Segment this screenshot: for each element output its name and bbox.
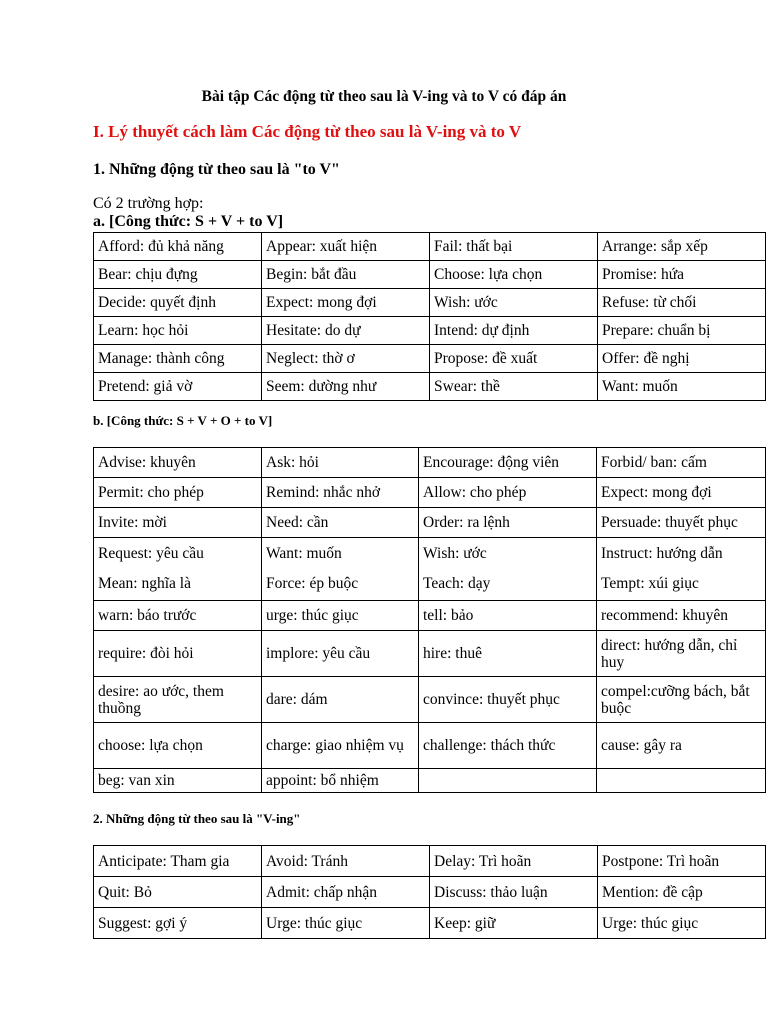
- cell-line: Teach: dạy: [423, 575, 491, 592]
- table-row: [94, 448, 766, 478]
- table-row: [94, 846, 766, 877]
- table-cell: Arrange: sắp xếp: [598, 233, 766, 261]
- table-cell: appoint: bổ nhiệm: [262, 769, 419, 793]
- heading-ving: 2. Những động từ theo sau là "V-ing": [93, 811, 301, 826]
- cell-line: Request: yêu cầu: [98, 545, 204, 562]
- table-row: [94, 345, 766, 373]
- intro-text: Có 2 trường hợp:: [93, 195, 204, 212]
- cell-line: Wish: ước: [423, 545, 487, 562]
- table-cell: Encourage: động viên: [419, 448, 597, 478]
- table-cell: Neglect: thờ ơ: [262, 345, 430, 373]
- table-cell: challenge: thách thức: [419, 723, 597, 769]
- subheading-b: b. [Công thức: S + V + O + to V]: [93, 413, 273, 428]
- table-cell: Permit: cho phép: [94, 478, 262, 508]
- table-cell: Ask: hỏi: [262, 448, 419, 478]
- table-cell: Anticipate: Tham gia: [94, 846, 262, 877]
- table-cell: Invite: mời: [94, 508, 262, 538]
- table-cell: Postpone: Trì hoãn: [598, 846, 766, 877]
- table-cell: dare: dám: [262, 677, 419, 723]
- table-row: [94, 601, 766, 631]
- table-cell: hire: thuê: [419, 631, 597, 677]
- table-cell: Wish: ước: [430, 289, 598, 317]
- cell-line: Want: muốn: [266, 545, 342, 562]
- table-cell: Delay: Trì hoãn: [430, 846, 598, 877]
- table-cell: [262, 538, 419, 601]
- table-row: [94, 538, 766, 601]
- table-ving-verbs: [93, 845, 766, 939]
- table-cell: Mention: đề cập: [598, 877, 766, 908]
- table-cell: Learn: học hỏi: [94, 317, 262, 345]
- table-cell: beg: van xin: [94, 769, 262, 793]
- table-cell: Pretend: giả vờ: [94, 373, 262, 401]
- table-object-to-v-verbs: [93, 447, 766, 793]
- table-cell: Expect: mong đợi: [597, 478, 766, 508]
- table-row: [94, 478, 766, 508]
- table-cell: Intend: dự định: [430, 317, 598, 345]
- table-row: [94, 877, 766, 908]
- table-cell: Need: cần: [262, 508, 419, 538]
- table-cell: Expect: mong đợi: [262, 289, 430, 317]
- table-cell: compel:cưỡng bách, bắt buộc: [597, 677, 766, 723]
- table-row: [94, 723, 766, 769]
- table-cell: Offer: đề nghị: [598, 345, 766, 373]
- table-cell: Refuse: từ chối: [598, 289, 766, 317]
- table-cell: choose: lựa chọn: [94, 723, 262, 769]
- table-cell: Promise: hứa: [598, 261, 766, 289]
- table-cell: Urge: thúc giục: [262, 908, 430, 939]
- cell-line: Mean: nghĩa là: [98, 575, 191, 592]
- table-cell: [94, 538, 262, 601]
- table-cell: Keep: giữ: [430, 908, 598, 939]
- table-row: [94, 769, 766, 793]
- table-cell: cause: gây ra: [597, 723, 766, 769]
- table-cell: Seem: dường như: [262, 373, 430, 401]
- table-cell: tell: bảo: [419, 601, 597, 631]
- table-cell: Persuade: thuyết phục: [597, 508, 766, 538]
- table-cell: charge: giao nhiệm vụ: [262, 723, 419, 769]
- table-cell: Afford: đủ khả năng: [94, 233, 262, 261]
- cell-line: Tempt: xúi giục: [601, 575, 699, 592]
- table-cell: convince: thuyết phục: [419, 677, 597, 723]
- table-cell: [597, 769, 766, 793]
- table-cell: Discuss: thảo luận: [430, 877, 598, 908]
- table-cell: Suggest: gợi ý: [94, 908, 262, 939]
- table-cell: Begin: bắt đầu: [262, 261, 430, 289]
- table-cell: direct: hướng dẫn, chỉ huy: [597, 631, 766, 677]
- table-cell: Advise: khuyên: [94, 448, 262, 478]
- table-cell: Forbid/ ban: cấm: [597, 448, 766, 478]
- table-cell: [597, 538, 766, 601]
- table-cell: Admit: chấp nhận: [262, 877, 430, 908]
- table-cell: Urge: thúc giục: [598, 908, 766, 939]
- table-cell: desire: ao ước, them thuồng: [94, 677, 262, 723]
- table-cell: urge: thúc giục: [262, 601, 419, 631]
- table-row: [94, 261, 766, 289]
- table-cell: Choose: lựa chọn: [430, 261, 598, 289]
- table-cell: implore: yêu cầu: [262, 631, 419, 677]
- subheading-a: a. [Công thức: S + V + to V]: [93, 213, 284, 230]
- table-cell: Decide: quyết định: [94, 289, 262, 317]
- table-cell: Prepare: chuẩn bị: [598, 317, 766, 345]
- heading-to-v: 1. Những động từ theo sau là "to V": [93, 161, 340, 178]
- table-cell: Avoid: Tránh: [262, 846, 430, 877]
- table-cell: [419, 538, 597, 601]
- table-row: [94, 233, 766, 261]
- table-cell: warn: báo trước: [94, 601, 262, 631]
- table-row: [94, 631, 766, 677]
- table-cell: Quit: Bỏ: [94, 877, 262, 908]
- table-cell: Fail: thất bại: [430, 233, 598, 261]
- table-cell: Want: muốn: [598, 373, 766, 401]
- table-row: [94, 373, 766, 401]
- cell-line: Force: ép buộc: [266, 575, 359, 592]
- table-to-v-verbs: [93, 232, 766, 401]
- table-row: [94, 289, 766, 317]
- table-cell: Swear: thề: [430, 373, 598, 401]
- section-heading-theory: I. Lý thuyết cách làm Các động từ theo sau là V-ing và to V: [93, 122, 522, 141]
- table-cell: Hesitate: do dự: [262, 317, 430, 345]
- table-cell: Propose: đề xuất: [430, 345, 598, 373]
- document-title: Bài tập Các động từ theo sau là V-ing và to V có đáp án: [201, 88, 567, 105]
- table-row: [94, 908, 766, 939]
- table-cell: Order: ra lệnh: [419, 508, 597, 538]
- table-cell: recommend: khuyên: [597, 601, 766, 631]
- table-cell: Remind: nhắc nhở: [262, 478, 419, 508]
- table-cell: Allow: cho phép: [419, 478, 597, 508]
- table-cell: Bear: chịu đựng: [94, 261, 262, 289]
- cell-line: Instruct: hướng dẫn: [601, 545, 723, 562]
- table-cell: Appear: xuất hiện: [262, 233, 430, 261]
- table-cell: Manage: thành công: [94, 345, 262, 373]
- table-row: [94, 677, 766, 723]
- table-cell: require: đòi hỏi: [94, 631, 262, 677]
- table-row: [94, 508, 766, 538]
- table-row: [94, 317, 766, 345]
- table-cell: [419, 769, 597, 793]
